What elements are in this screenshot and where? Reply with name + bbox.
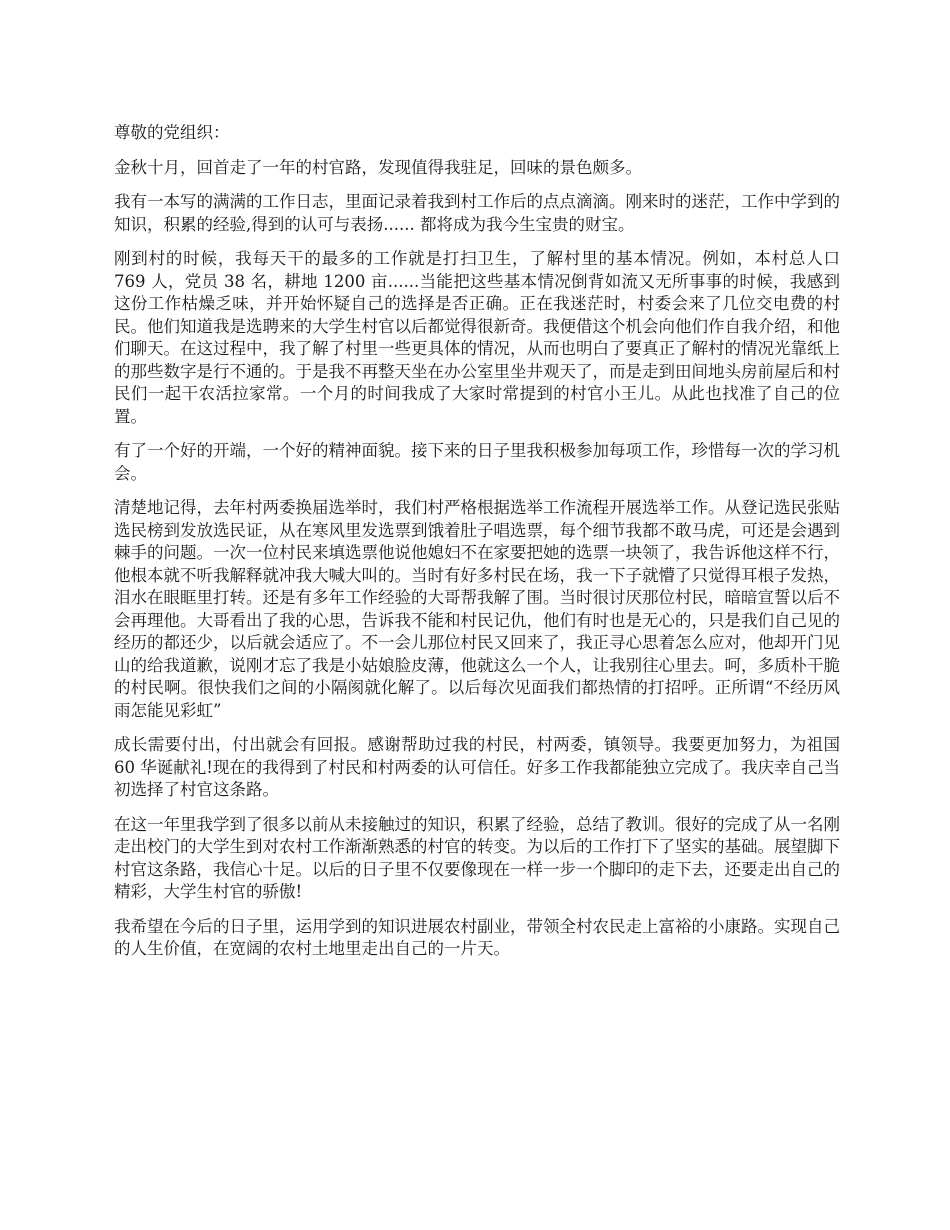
paragraph-4: 有了一个好的开端，一个好的精神面貌。接下来的日子里我积极参加每项工作，珍惜每一次的学习机会。 bbox=[114, 441, 840, 483]
paragraph-7: 在这一年里我学到了很多以前从未接触过的知识，积累了经验，总结了教训。很好的完成了从一名刚走出校门的大学生到对农村工作渐渐熟悉的村官的转变。为以后的工作打下了坚实的基础。展望脚下村官这条路，我信心十足。以后的日子里不仅要像现在一样一步一个脚印的走下去，还要走出自己的精彩，大学生村官的骄傲! bbox=[114, 814, 840, 901]
salutation: 尊敬的党组织： bbox=[114, 123, 230, 142]
paragraph-3: 刚到村的时候，我每天干的最多的工作就是打扫卫生，了解村里的基本情况。例如，本村总人口 769 人，党员 38 名，耕地 1200 亩......当能把这些基本情况倒背如流又无所事事的时候，我感到这份工作枯燥乏味，并开始怀疑自己的选择是否正确。正在我迷茫时，村委会来了几位交电费的村民。他们知道我是选聘来的大学生村官以后都觉得很新奇。我便借这个机会向他们作自我介绍，和他们聊天。在这过程中，我了解了村里一些更具体的情况，从而也明白了要真正了解村的情况光靠纸上的那些数字是行不通的。于是我不再整天坐在办公室里坐井观天了，而是走到田间地头房前屋后和村民们一起干农活拉家常。一个月的时间我成了大家时常提到的村官小王儿。从此也找准了自己的位置。 bbox=[114, 249, 840, 426]
document-body bbox=[114, 122, 840, 973]
paragraph-1: 金秋十月，回首走了一年的村官路，发现值得我驻足，回味的景色颇多。 bbox=[114, 157, 642, 177]
paragraph-5: 清楚地记得，去年村两委换届选举时，我们村严格根据选举工作流程开展选举工作。从登记选民张贴选民榜到发放选民证，从在寒风里发选票到饿着肚子唱选票，每个细节我都不敢马虎，可还是会遇到棘手的问题。一次一位村民来填选票他说他媳妇不在家要把她的选票一块领了，我告诉他这样不行，他根本就不听我解释就冲我大喊大叫的。当时有好多村民在场，我一下子就懵了只觉得耳根子发热，泪水在眼眶里打转。还是有多年工作经验的大哥帮我解了围。当时很讨厌那位村民，暗暗宣誓以后不会再理他。大哥看出了我的心思，告诉我不能和村民记仇，他们有时也是无心的，只是我们自己见的经历的都还少，以后就会适应了。不一会儿那位村民又回来了，我正寻心思着怎么应对，他却开门见山的给我道歉，说刚才忘了我是小姑娘脸皮薄，他就这么一个人，让我别往心里去。呵，多质朴干脆的村民啊。很快我们之间的小隔阂就化解了。以后每次见面我们都热情的打招呼。正所谓“不经历风雨怎能见彩虹” bbox=[114, 498, 840, 720]
paragraph-2: 我有一本写的满满的工作日志，里面记录着我到村工作后的点点滴滴。刚来时的迷茫，工作中学到的知识，积累的经验,得到的认可与表扬...... 都将成为我今生宝贵的财宝。 bbox=[114, 192, 840, 234]
paragraph-6: 成长需要付出，付出就会有回报。感谢帮助过我的村民，村两委，镇领导。我要更加努力，为祖国 60 华诞献礼!现在的我得到了村民和村两委的认可信任。好多工作我都能独立完成了。我庆幸自己当初选择了村官这条路。 bbox=[114, 735, 840, 799]
paragraph-8: 我希望在今后的日子里，运用学到的知识进展农村副业，带领全村农民走上富裕的小康路。实现自己的人生价值，在宽阔的农村土地里走出自己的一片天。 bbox=[114, 916, 840, 958]
